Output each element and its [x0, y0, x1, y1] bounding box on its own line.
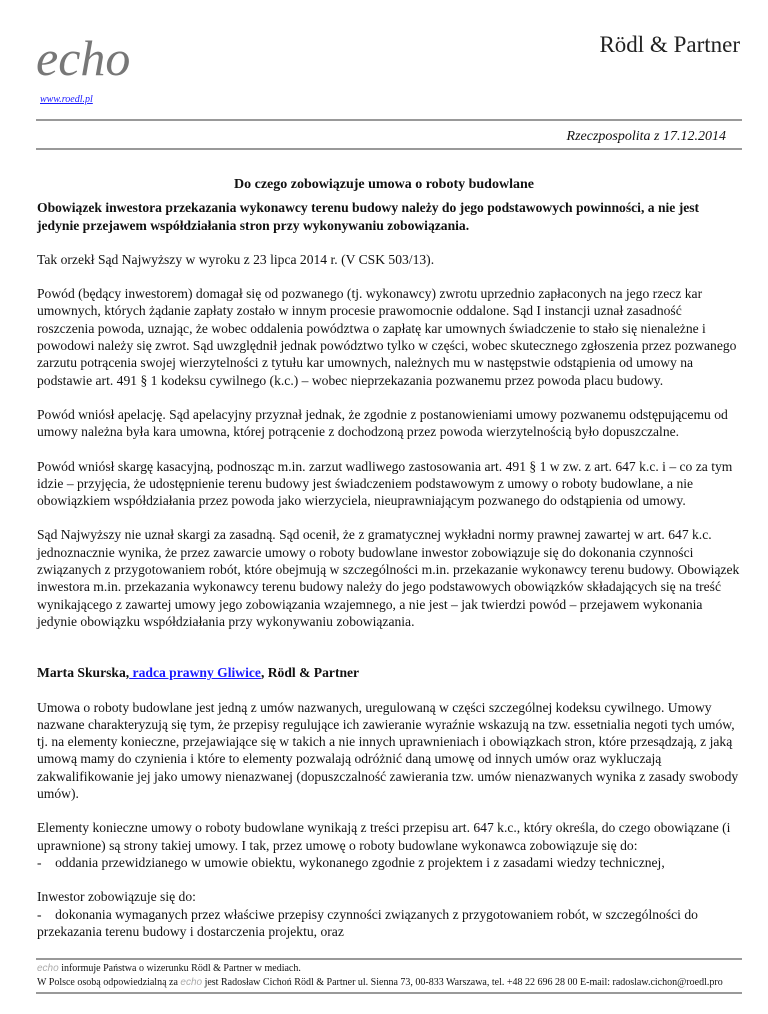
paragraph: Elementy konieczne umowy o roboty budowlane wynikają z treści przepisu art. 647 k.c., który określa, do czego obowiązane (i uprawnione) są strony takiej umowy. I tak, przez umowę o roboty budowlane wykonawca zobowiązuje się do:: [37, 820, 731, 853]
footer-text: W Polsce osobą odpowiedzialną za: [37, 977, 181, 989]
paragraph: Powód wniósł apelację. Sąd apelacyjny przyznał jednak, że zgodnie z postanowieniami umowy pozwanemu odstępującemu od umowy należna była kara umowna, której potrącenie z dochodzoną przez powoda wierzytelnością było dopuszczalne.: [37, 406, 728, 440]
author-firm: , Rödl & Partner: [260, 665, 360, 681]
footer-line-1: [37, 962, 768, 976]
echo-mark: echo: [37, 963, 59, 975]
brand-name: Rödl & Partner: [599, 32, 740, 57]
footer-divider: [36, 958, 742, 960]
paragraph: Tak orzekł Sąd Najwyższy w wyroku z 23 lipca 2014 r. (V CSK 503/13).: [37, 251, 435, 267]
paragraph: Powód (będący inwestorem) domagał się od pozwanego (tj. wykonawcy) zwrotu uprzednio zapłaconych na jego rzecz kar umownych, których żądanie zapłaty zostało w innym procesie prawomocnie oddalone. Sąd I instancji uznał zasadność roszczenia powoda, uznając, że wobec oddalenia powództwa o zapłatę kar umownych świadczenie to stało się nienależne i powodowi należy się zwrot. Sąd uwzględnił jednak powództwo tylko w części, wobec skutecznego zgłoszenia przez pozwanego zarzutu potrącenia swojej wierzytelności z tytułu kar umownych, należnych mu w następstwie odstąpienia od umowy na podstawie art. 491 § 1 kodeksu cywilnego (k.c.) – wobec nieprzekazania pozwanemu przez powoda placu budowy.: [37, 286, 737, 388]
paragraph: Inwestor zobowiązuje się do:: [37, 889, 196, 905]
footer-text: jest Radosław Cichoń Rödl & Partner ul. Sienna 73, 00-833 Warszawa, tel. +48 22 696 28 00 E-mail: radoslaw.cichon@roedl.pro: [202, 977, 723, 989]
divider: [36, 119, 742, 121]
echo-logo: echo: [36, 30, 131, 86]
divider: [36, 148, 742, 150]
list-item: - dokonania wymaganych przez właściwe przepisy czynności związanych z przygotowaniem robót, w szczególności do przekazania terenu budowy i dostarczenia projektu, oraz: [37, 906, 702, 939]
echo-mark: echo: [180, 977, 203, 989]
paragraph: Powód wniósł skargę kasacyjną, podnosząc m.in. zarzut wadliwego zastosowania art. 491 § 1 w zw. z art. 647 k.c. i – co za tym idzie – przyjęcia, że udostępnienie terenu budowy jest świadczeniem podstawowym z umowy o roboty budowlane, a nie obowiązkiem współdziałania przez powoda jako wierzyciela, nieuprawniającym pozwanego do odstąpienia od umowy.: [37, 458, 733, 509]
list-item: - oddania przewidzianego w umowie obiektu, wykonanego zgodnie z projektem i z zasadami wiedzy technicznej,: [37, 854, 665, 870]
page-header: [0, 0, 768, 176]
lead-paragraph: Obowiązek inwestora przekazania wykonawcy terenu budowy należy do jego podstawowych powinności, a nie jest jedynie przejawem współdziałania stron przy wykonywaniu zobowiązania.: [37, 200, 700, 233]
article-body: [0, 176, 768, 940]
source-date: Rzeczpospolita z 17.12.2014: [566, 129, 726, 144]
page-footer: [36, 958, 768, 1014]
footer-text: informuje Państwa o wizerunku Rödl & Partner w mediach.: [58, 963, 301, 975]
footer-line-2: [37, 976, 768, 990]
paragraph: Sąd Najwyższy nie uznał skargi za zasadną. Sąd ocenił, że z gramatycznej wykładni normy prawnej zawartej w art. 647 k.c. jednoznacznie wynika, że przez zawarcie umowy o roboty budowlane inwestor zobowiązuje się do dokonania czynności związanych z przygotowaniem robót, które obejmują w szczególności m.in. przekazanie wykonawcy terenu budowy. Obowiązek inwestora m.in. przekazania wykonawcy terenu budowy należy do jego podstawowych obowiązków składających się na treść wynikającego z zawartej umowy jego zobowiązania wzajemnego, a nie jest – jak twierdzi powód – przejawem wykonania jedynie obowiązku współdziałania przy wykonywaniu zobowiązania.: [37, 527, 740, 629]
author-link[interactable]: radca prawny Gliwice: [129, 665, 261, 681]
article-title: Do czego zobowiązuje umowa o roboty budowlane: [234, 177, 534, 192]
website-link[interactable]: www.roedl.pl: [40, 94, 93, 105]
author-line: [37, 664, 741, 681]
paragraph: Umowa o roboty budowlane jest jedną z umów nazwanych, uregulowaną w części szczególnej kodeksu cywilnego. Umowy nazwane charakteryzują się tym, że przepisy regulujące ich zawieranie wyraźnie wskazują na tzw. essetnialia negoti tych umów, tj. na elementy konieczne, przejawiające się w takich a nie innych uprawnieniach i obowiązkach stron, które przesądzają, z jaką umową mamy do czynienia i które to elementy pozwalają odróżnić daną umowę od innych umów oraz wykluczają zakwalifikowanie jej jako umowy nienazwanej (dopuszczalność zawierania tzw. umów nienazwanych wynika z zasady swobody umów).: [37, 699, 739, 802]
author-name: Marta Skurska,: [37, 665, 130, 681]
